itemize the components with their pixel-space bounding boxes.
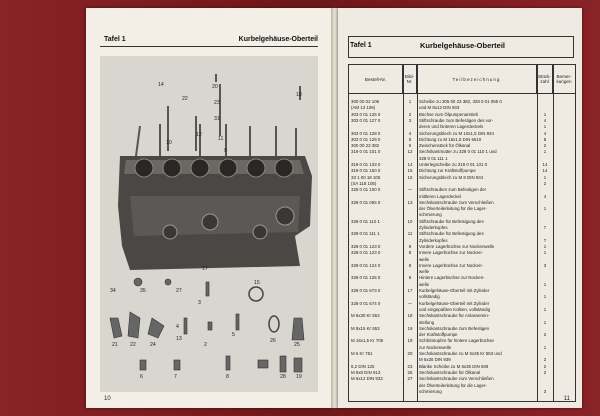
column-divider xyxy=(417,65,418,401)
description-cell: Sechskantschraube zum Verschließen xyxy=(419,376,494,382)
quantity-cell: 1 xyxy=(543,294,547,300)
part-label: 22 xyxy=(130,342,136,348)
figure-number-cell: 5 xyxy=(408,136,412,142)
part-label: 13 xyxy=(176,336,182,342)
quantity-cell: 1 xyxy=(543,149,547,155)
description-cell: Hintere Lagerbüchse zur Nocken- xyxy=(419,275,485,281)
order-number-cell: 328 0 01 055 0 xyxy=(351,199,381,205)
column-header: Teilbezeichnung xyxy=(417,65,537,93)
description-cell: Kurbelgehäuse-Oberteil mit Zylinder xyxy=(419,300,490,306)
header-rule xyxy=(100,46,318,47)
quantity-cell: 1 xyxy=(543,243,547,249)
part-label: 18 xyxy=(296,92,302,98)
description-cell: Sicherungsblech zu M 8 DIN 934 xyxy=(419,174,484,180)
order-number-cell: 319 0 01 133 0 xyxy=(351,162,381,167)
part-label: 20 xyxy=(212,84,218,90)
figure-number-cell: 14 xyxy=(407,162,413,167)
part-label: 25 xyxy=(294,342,300,348)
order-number-cell: 303 0 01 127 0 xyxy=(351,117,381,123)
quantity-cell: 2 xyxy=(543,143,547,149)
description-cell: Büchse zum Ölpumpenantrieb xyxy=(419,111,479,117)
figure-number-cell: 19 xyxy=(407,325,413,331)
part-label: 15 xyxy=(254,280,260,286)
quantity-cell: 2 xyxy=(543,332,547,338)
quantity-cell: 8 xyxy=(543,136,547,142)
part-label: 34 xyxy=(110,288,116,294)
figure-number-cell: 1 xyxy=(408,99,412,104)
part-label: 19 xyxy=(296,374,302,380)
page-number: 11 xyxy=(563,396,570,402)
description-cell: Zwischenstück für Ölkanal xyxy=(419,143,471,149)
header-divider xyxy=(349,93,575,94)
order-number-cell: 303 0 01 125 0 xyxy=(351,111,381,117)
description-cell: Kurbelgehäuse-Oberteil mit Zylinder xyxy=(419,288,490,293)
order-number-cell: M 8x8 DIN 913 xyxy=(351,369,381,375)
figure-number-cell: 9 xyxy=(408,275,412,281)
page-title: Kurbelgehäuse-Oberteil xyxy=(238,36,318,43)
part-label: 3 xyxy=(198,300,201,306)
figure-number-cell: 26 xyxy=(407,369,413,375)
figure-number-cell: 8 xyxy=(408,250,412,256)
figure-number-cell: — xyxy=(407,187,413,193)
order-number-cell: M 6 Kr 751 xyxy=(351,351,373,356)
quantity-cell: 3 xyxy=(543,262,547,268)
description-cell: Dichtung zur Kraftstoffpumpe xyxy=(419,168,476,174)
figure-number-cell: 23 xyxy=(407,363,413,369)
part-label: 8 xyxy=(226,374,229,380)
description-cell: Innere Lagerbüchse zur Nocken- xyxy=(419,250,483,256)
part-label: 14 xyxy=(158,82,164,88)
part-label: 35 xyxy=(140,288,146,294)
order-number-cell: 328 0 01 123 0 xyxy=(351,250,381,256)
quantity-cell: 4 xyxy=(543,130,547,136)
description-cell: Stiftschraube für Befestigung des xyxy=(419,218,484,224)
order-number-cell: 303 0 01 128 0 xyxy=(351,130,381,136)
quantity-cell: 1 xyxy=(543,174,547,180)
order-number-cell: 328 0 01 110 1 xyxy=(351,218,380,224)
quantity-cell: 2 xyxy=(543,180,547,186)
figure-number-cell: — xyxy=(407,300,413,306)
order-number-cell: 303 0 01 129 0 xyxy=(351,136,381,142)
figure-number-cell: 18 xyxy=(407,313,413,319)
description-cell: welle xyxy=(419,256,430,262)
quantity-cell: 1 xyxy=(543,124,547,130)
figure-number-cell: 20 xyxy=(407,351,413,356)
part-label: 26 xyxy=(270,338,276,344)
figure-number-cell: 16 xyxy=(407,174,413,180)
part-label: 22 xyxy=(182,96,188,102)
quantity-cell: 4 xyxy=(543,193,547,199)
order-number-cell: M 8x15 Kr 553 xyxy=(351,325,380,331)
quantity-cell: 1 xyxy=(543,111,547,117)
description-cell: Blanke Scheibe zu M 6x35 DIN 939 xyxy=(419,363,489,369)
order-number-cell: 328 0 01 673 0 xyxy=(351,288,381,293)
quantity-cell: 1 xyxy=(543,319,547,325)
part-label: 12 xyxy=(196,132,202,138)
order-number-cell: 328 0 01 123 0 xyxy=(351,243,381,249)
column-divider xyxy=(537,65,538,401)
column-divider xyxy=(553,65,554,401)
quantity-cell: 7 xyxy=(543,225,547,230)
description-cell: Sechskantschraube für Ölkanal xyxy=(419,369,481,375)
figure-number-cell: 6 xyxy=(408,143,412,149)
order-number-cell: 326 0 01 100 0 xyxy=(351,187,381,193)
description-cell: der Ölverteilerleitung für die Lager- xyxy=(419,382,487,388)
part-label: 6 xyxy=(140,374,143,380)
description-cell: Innere Lagerbüchse zur Nocken- xyxy=(419,262,483,268)
order-number-cell: 328 0 01 674 0 xyxy=(351,300,381,306)
order-number-cell: 300 00 23 382 xyxy=(351,143,380,149)
figure-number-cell: 8 xyxy=(408,262,412,268)
description-cell: Sechskantschraube für Anlasserein- xyxy=(419,313,490,319)
description-cell: Sechskantschraube zum Verschließen xyxy=(419,199,494,205)
part-label: 24 xyxy=(150,342,156,348)
right-page xyxy=(338,8,582,408)
quantity-cell: 14 xyxy=(542,168,548,174)
quantity-cell: 14 xyxy=(542,162,548,167)
figure-number-cell: 12 xyxy=(407,149,413,155)
description-cell: Vordere Lagerbüchse zur Nockenwelle xyxy=(419,243,495,249)
part-label: 27 xyxy=(176,288,182,294)
column-header: Bestell-Nr. xyxy=(349,65,403,93)
column-header: Bemer-kungen xyxy=(556,74,572,84)
quantity-cell: 4 xyxy=(543,117,547,123)
description-cell: Dichtung zu M 16x1,5 DIN 6610 xyxy=(419,136,482,142)
description-cell: Sechskantschraube zu M 6x35 Kr 553 und xyxy=(419,351,502,356)
description-cell: Schlitzstopfen für hintere Lagerbüchse xyxy=(419,338,494,344)
part-label: 11 xyxy=(218,136,224,142)
part-label: 9 xyxy=(224,148,227,154)
description-cell: Stiftschraube für Befestigung des xyxy=(419,231,484,237)
figure-number-cell: 13 xyxy=(407,199,413,205)
quantity-cell: 1 xyxy=(543,281,547,287)
quantity-cell: 2 xyxy=(543,357,547,363)
description-cell: Zylinderkopfes xyxy=(419,225,448,230)
description-cell: stellung xyxy=(419,319,435,325)
parts-table xyxy=(348,64,576,402)
quantity-cell: 2 xyxy=(543,363,547,369)
order-number-cell: 319 0 01 150 0 xyxy=(351,168,381,174)
order-number-cell: 300 00 02 106 xyxy=(351,99,380,104)
figure-number-cell: 17 xyxy=(407,288,413,293)
part-label: 2 xyxy=(204,342,207,348)
description-cell: Sechskantmutter zu 328 0 01 110 1 und xyxy=(419,149,497,155)
description-cell: Sicherungsblech zu M 10x1,5 DIN 934 xyxy=(419,130,494,136)
figure-number-cell: 11 xyxy=(407,231,413,237)
figure-number-cell: 2 xyxy=(408,111,412,117)
order-number-cell: 328 0 01 124 0 xyxy=(351,262,381,268)
part-label: 10 xyxy=(166,140,172,146)
part-label: 21 xyxy=(112,342,118,348)
description-cell: Scheibe zu 305 00 23 382, 328 0 01 055 0 xyxy=(419,99,502,104)
order-number-cell: M 16x1,5 Kr 706 xyxy=(351,338,384,344)
part-label: 28 xyxy=(280,374,286,380)
order-number-cell: M 6x30 Kr 553 xyxy=(351,313,380,319)
description-cell: zur Nockenwelle xyxy=(419,344,452,350)
part-label: 17 xyxy=(202,266,208,272)
order-number-cell: 33 1 00 18 105 xyxy=(351,174,381,180)
description-cell: Sechskantschraube zum Befestigen xyxy=(419,325,490,331)
description-cell: schmierung xyxy=(419,212,442,218)
description-cell: welle xyxy=(419,269,430,275)
part-label: 4 xyxy=(176,324,179,330)
quantity-cell: 2 xyxy=(543,369,547,375)
description-cell: 328 0 01 111 1 xyxy=(419,155,448,161)
description-cell: Unterlegscheibe zu 319 0 01 131 0 xyxy=(419,162,488,167)
column-header: Stück-zahl xyxy=(537,65,553,93)
order-number-cell: 328 0 01 125 0 xyxy=(351,275,381,281)
left-page xyxy=(86,8,332,408)
figure-number-cell: 10 xyxy=(407,218,413,224)
plate-label: Tafel 1 xyxy=(104,36,126,43)
part-label: 5 xyxy=(232,332,235,338)
description-cell: Zylinderkopfes xyxy=(419,237,448,243)
description-cell: der Kraftstoffpumpe xyxy=(419,332,458,338)
part-label: 7 xyxy=(174,374,177,380)
figure-number-cell: 9 xyxy=(408,243,412,249)
title-box xyxy=(348,36,574,58)
description-cell: M 6x35 DIN 939 xyxy=(419,357,451,363)
description-cell: deren und hinteren Lagerdeckels xyxy=(419,124,484,130)
order-number-cell: 328 0 01 111 1 xyxy=(351,231,380,237)
figure-number-cell: 19 xyxy=(407,338,413,344)
order-number-cell: M 6x12 DIN 933 xyxy=(351,376,383,382)
parts-photo xyxy=(100,56,318,392)
figure-number-cell: 4 xyxy=(408,130,412,136)
description-cell: welle xyxy=(419,281,430,287)
quantity-cell: 7 xyxy=(543,237,547,243)
page-number: 10 xyxy=(104,396,111,402)
description-cell: und M 8x12 DIN 933 xyxy=(419,105,460,111)
quantity-cell: 1 xyxy=(543,306,547,312)
description-cell: Stiftschrauben zum Befestigen der xyxy=(419,187,487,193)
description-cell: Stiftschraube zum Befestigen des vor- xyxy=(419,117,494,123)
quantity-cell: 1 xyxy=(543,206,547,212)
quantity-cell: 1 xyxy=(543,250,547,256)
order-number-cell: (AM 13 106) xyxy=(351,105,376,111)
quantity-cell: 3 xyxy=(543,388,547,394)
description-cell: der Ölverteilerleitung für die Lager- xyxy=(419,206,487,212)
order-number-cell: (SA 118 105) xyxy=(351,180,377,186)
description-cell: mittleren Lagerdeckel xyxy=(419,193,461,199)
part-label: 23 xyxy=(214,100,220,106)
description-cell: und eingepaßten Kolben, vollständig xyxy=(419,306,491,312)
description-cell: schmierung xyxy=(419,388,442,394)
plate-label: Tafel 1 xyxy=(350,42,372,49)
order-number-cell: 319 0 01 101 0 xyxy=(351,149,381,155)
figure-number-cell: 3 xyxy=(408,117,412,123)
column-header: Bild-Nr. xyxy=(403,65,417,93)
figure-number-cell: 15 xyxy=(407,168,413,174)
figure-number-cell: 27 xyxy=(407,376,413,382)
description-cell: vollständig xyxy=(419,294,440,300)
part-label: 31 xyxy=(214,116,220,122)
quantity-cell: 1 xyxy=(543,344,547,350)
order-number-cell: 6,2 DIN 125 xyxy=(351,363,375,369)
page-title: Kurbelgehäuse-Oberteil xyxy=(420,41,506,50)
